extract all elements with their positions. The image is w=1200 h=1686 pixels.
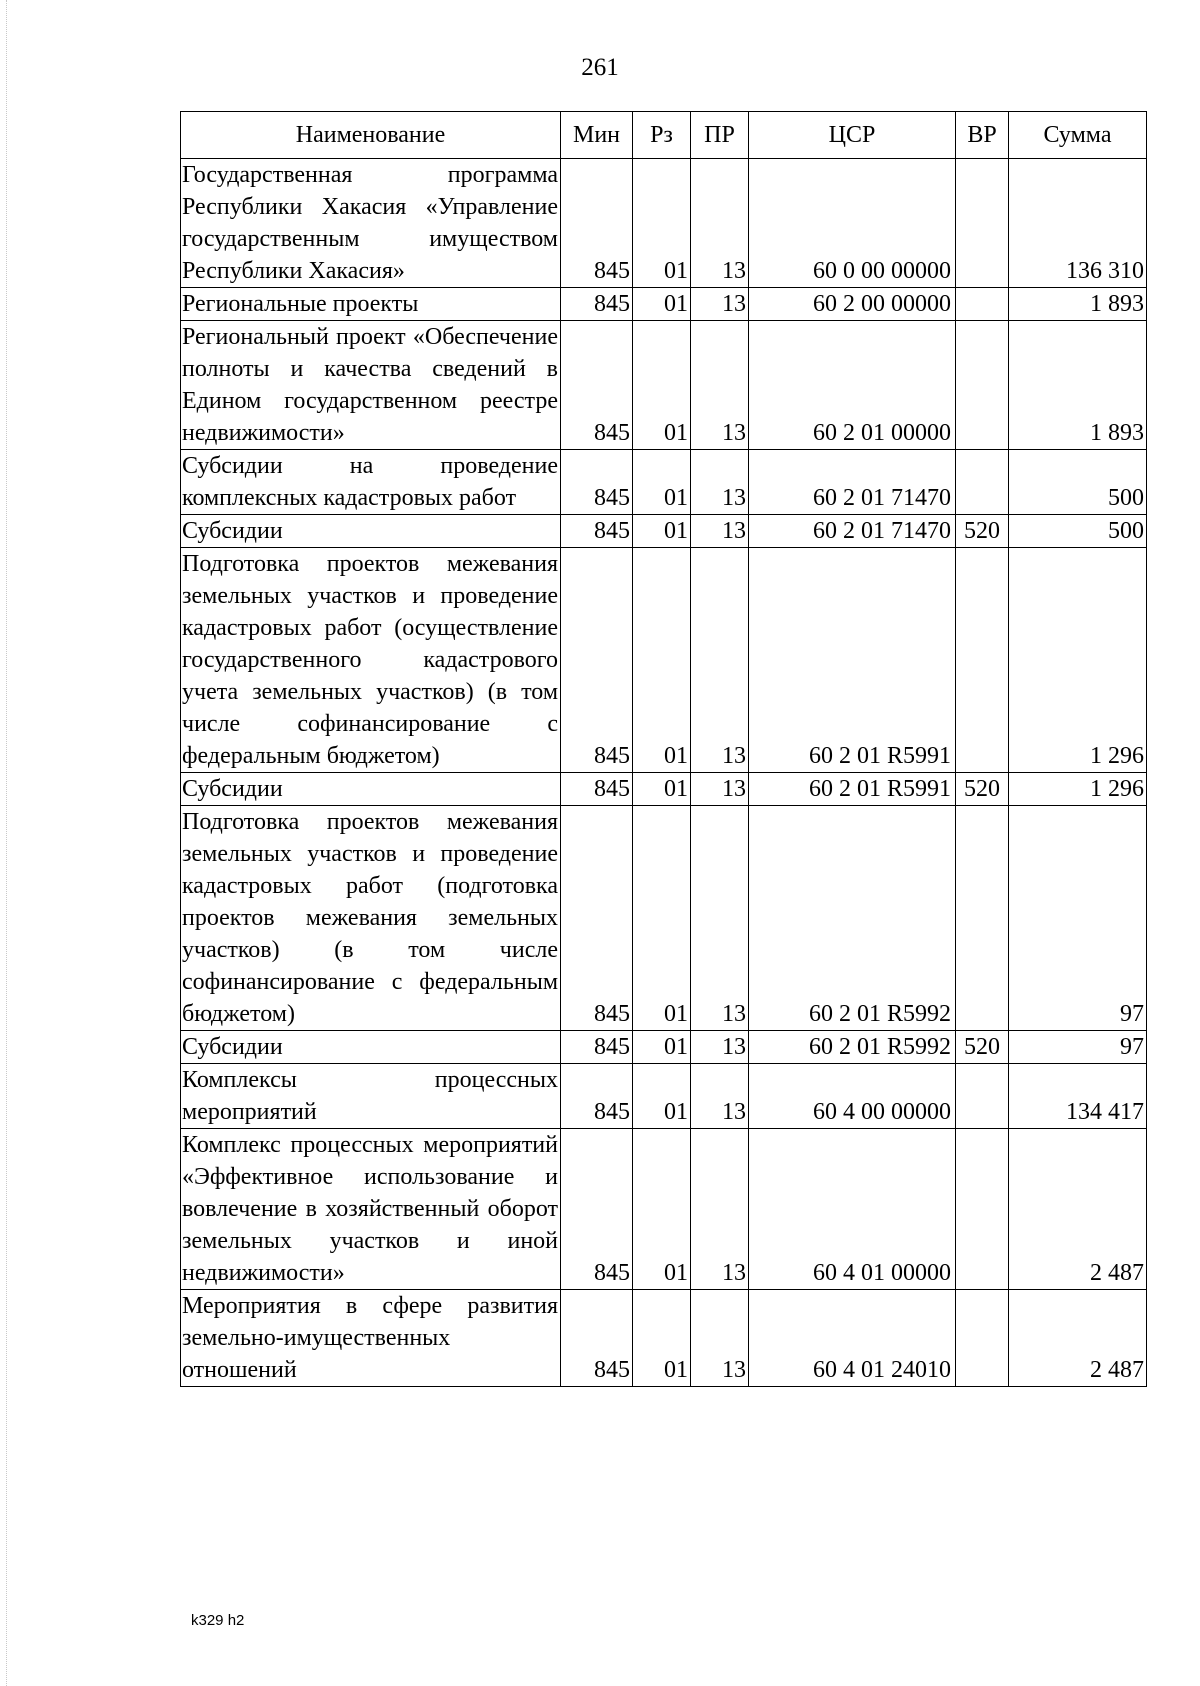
row-pr: 13 — [691, 773, 749, 806]
row-pr: 13 — [691, 321, 749, 450]
header-pr: ПР — [691, 112, 749, 159]
table-row — [181, 288, 1147, 321]
row-min: 845 — [561, 1031, 633, 1064]
row-pr: 13 — [691, 548, 749, 773]
row-vr — [956, 288, 1009, 321]
row-pr: 13 — [691, 450, 749, 515]
row-csr: 60 4 00 00000 — [749, 1064, 956, 1129]
header-min: Мин — [561, 112, 633, 159]
header-vr: ВР — [956, 112, 1009, 159]
left-margin-line — [6, 0, 8, 1686]
row-csr: 60 2 01 R5992 — [749, 1031, 956, 1064]
row-rz: 01 — [633, 321, 691, 450]
row-rz: 01 — [633, 288, 691, 321]
table-row — [181, 773, 1147, 806]
row-sum: 2 487 — [1009, 1129, 1147, 1290]
row-vr — [956, 548, 1009, 773]
budget-table — [180, 111, 1147, 1387]
row-csr: 60 2 01 R5992 — [749, 806, 956, 1031]
row-vr: 520 — [956, 773, 1009, 806]
row-sum: 500 — [1009, 450, 1147, 515]
row-min: 845 — [561, 288, 633, 321]
row-pr: 13 — [691, 159, 749, 288]
row-pr: 13 — [691, 1290, 749, 1387]
row-rz: 01 — [633, 773, 691, 806]
row-name: Подготовка проектов межевания земельных участков и проведение кадастровых работ (подготовка проектов межевания земельных участков) (в том числе софинансирование с федеральным бюджетом) — [181, 806, 561, 1031]
row-csr: 60 4 01 24010 — [749, 1290, 956, 1387]
table-row — [181, 1290, 1147, 1387]
row-pr: 13 — [691, 1031, 749, 1064]
row-csr: 60 2 01 71470 — [749, 515, 956, 548]
row-sum: 97 — [1009, 1031, 1147, 1064]
row-name: Субсидии — [181, 1031, 561, 1064]
row-pr: 13 — [691, 288, 749, 321]
row-rz: 01 — [633, 1290, 691, 1387]
row-csr: 60 2 01 71470 — [749, 450, 956, 515]
row-pr: 13 — [691, 1129, 749, 1290]
row-csr: 60 2 00 00000 — [749, 288, 956, 321]
row-vr — [956, 1129, 1009, 1290]
row-min: 845 — [561, 321, 633, 450]
row-min: 845 — [561, 548, 633, 773]
row-sum: 1 296 — [1009, 548, 1147, 773]
row-vr — [956, 806, 1009, 1031]
row-name: Комплексы процессных мероприятий — [181, 1064, 561, 1129]
header-csr: ЦСР — [749, 112, 956, 159]
row-name: Подготовка проектов межевания земельных участков и проведение кадастровых работ (осуществление государственного кадастрового учета земельных участков) (в том числе софинансирование с федеральным бюджетом) — [181, 548, 561, 773]
header-sum: Сумма — [1009, 112, 1147, 159]
row-vr — [956, 450, 1009, 515]
table-row — [181, 1129, 1147, 1290]
row-vr — [956, 1290, 1009, 1387]
header-rz: Рз — [633, 112, 691, 159]
row-min: 845 — [561, 515, 633, 548]
row-vr — [956, 159, 1009, 288]
row-sum: 1 296 — [1009, 773, 1147, 806]
row-vr: 520 — [956, 1031, 1009, 1064]
table-row — [181, 1031, 1147, 1064]
row-rz: 01 — [633, 515, 691, 548]
row-min: 845 — [561, 159, 633, 288]
row-vr: 520 — [956, 515, 1009, 548]
row-sum: 1 893 — [1009, 321, 1147, 450]
row-name: Комплекс процессных мероприятий «Эффективное использование и вовлечение в хозяйственный оборот земельных участков и иной недвижимости» — [181, 1129, 561, 1290]
row-csr: 60 2 01 R5991 — [749, 548, 956, 773]
table-header-row — [181, 112, 1147, 159]
row-rz: 01 — [633, 450, 691, 515]
table-row — [181, 1064, 1147, 1129]
row-pr: 13 — [691, 1064, 749, 1129]
table-row — [181, 806, 1147, 1031]
footer-code: k329 h2 — [191, 1612, 245, 1629]
row-csr: 60 2 01 R5991 — [749, 773, 956, 806]
row-vr — [956, 1064, 1009, 1129]
row-name: Субсидии на проведение комплексных кадастровых работ — [181, 450, 561, 515]
page-number: 261 — [581, 54, 619, 81]
row-csr: 60 2 01 00000 — [749, 321, 956, 450]
table-row — [181, 321, 1147, 450]
row-min: 845 — [561, 1064, 633, 1129]
row-rz: 01 — [633, 806, 691, 1031]
row-min: 845 — [561, 806, 633, 1031]
row-rz: 01 — [633, 1129, 691, 1290]
table-row — [181, 548, 1147, 773]
table-row — [181, 159, 1147, 288]
row-min: 845 — [561, 1129, 633, 1290]
row-name: Мероприятия в сфере развития земельно-имущественных отношений — [181, 1290, 561, 1387]
row-pr: 13 — [691, 515, 749, 548]
header-name: Наименование — [181, 112, 561, 159]
row-rz: 01 — [633, 1031, 691, 1064]
row-sum: 1 893 — [1009, 288, 1147, 321]
row-rz: 01 — [633, 159, 691, 288]
row-min: 845 — [561, 450, 633, 515]
row-rz: 01 — [633, 548, 691, 773]
row-name: Субсидии — [181, 773, 561, 806]
row-name: Государственная программа Республики Хакасия «Управление государственным имуществом Республики Хакасия» — [181, 159, 561, 288]
row-pr: 13 — [691, 806, 749, 1031]
row-name: Региональный проект «Обеспечение полноты и качества сведений в Едином государственном реестре недвижимости» — [181, 321, 561, 450]
row-vr — [956, 321, 1009, 450]
row-csr: 60 0 00 00000 — [749, 159, 956, 288]
table-row — [181, 515, 1147, 548]
table-row — [181, 450, 1147, 515]
row-rz: 01 — [633, 1064, 691, 1129]
row-min: 845 — [561, 1290, 633, 1387]
row-sum: 500 — [1009, 515, 1147, 548]
row-csr: 60 4 01 00000 — [749, 1129, 956, 1290]
row-sum: 2 487 — [1009, 1290, 1147, 1387]
row-name: Региональные проекты — [181, 288, 561, 321]
row-sum: 136 310 — [1009, 159, 1147, 288]
row-sum: 134 417 — [1009, 1064, 1147, 1129]
row-min: 845 — [561, 773, 633, 806]
row-sum: 97 — [1009, 806, 1147, 1031]
row-name: Субсидии — [181, 515, 561, 548]
